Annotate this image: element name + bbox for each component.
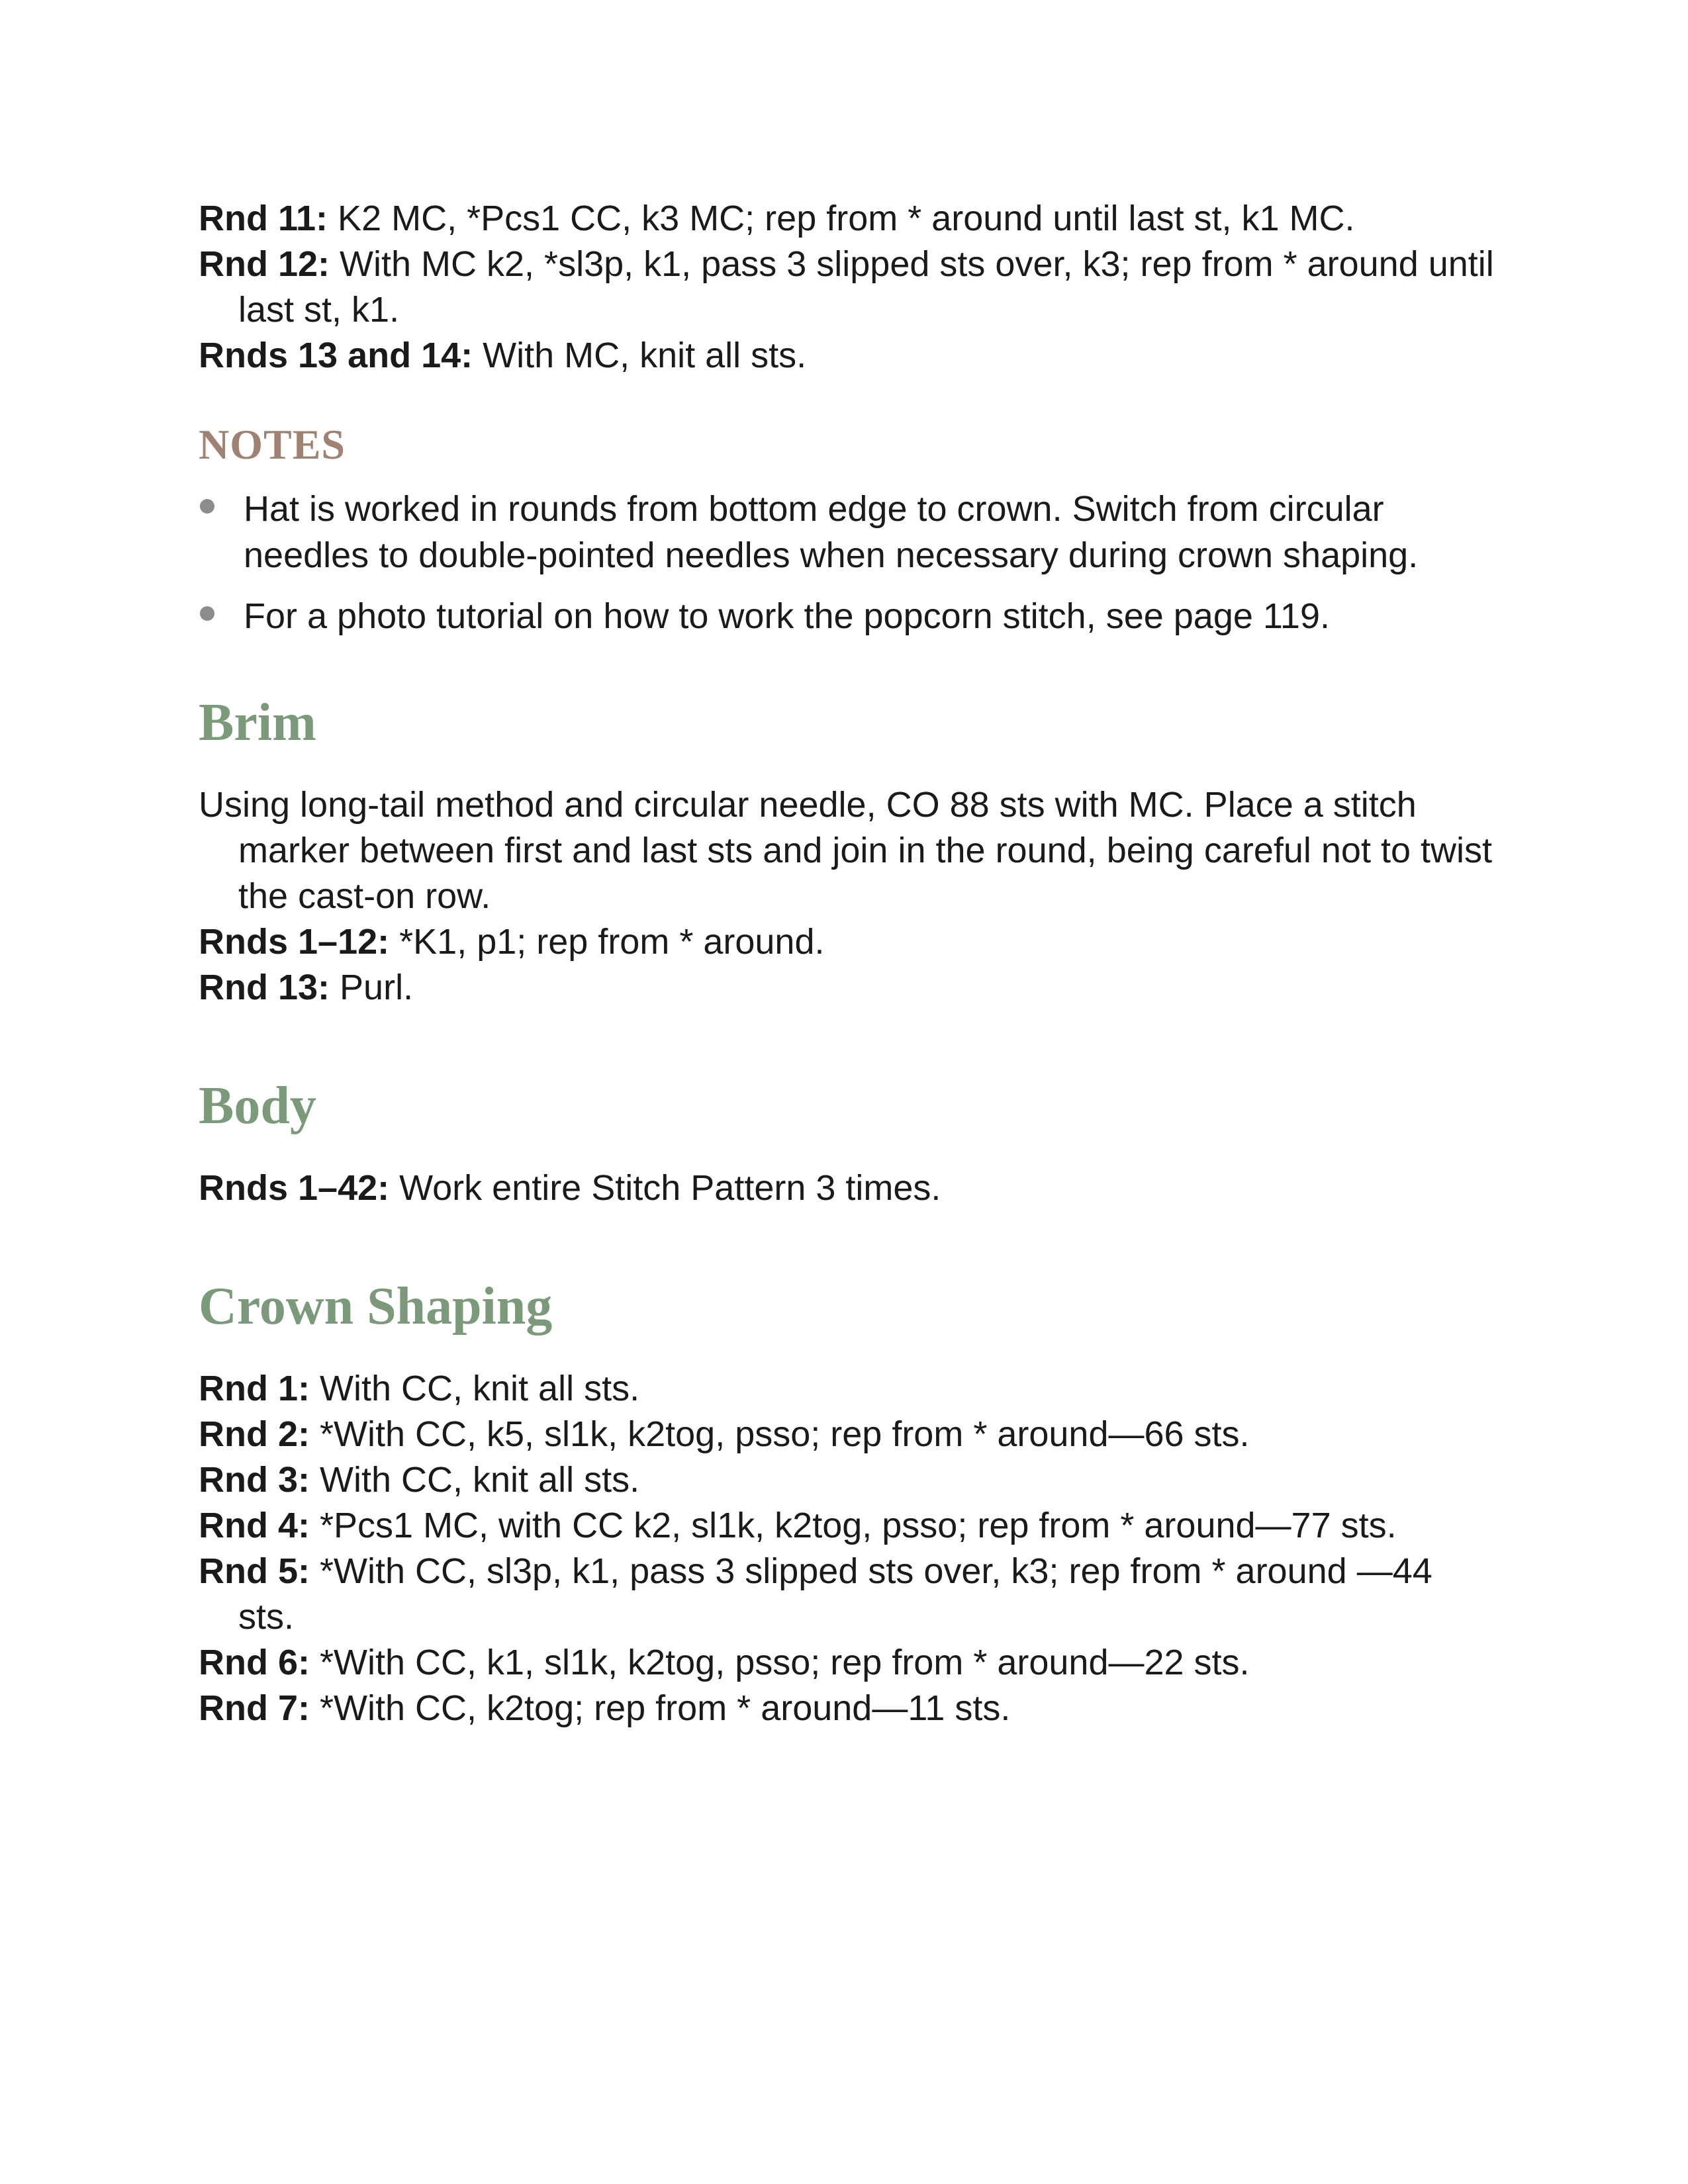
row-text: *Pcs1 MC, with CC k2, sl1k, k2tog, psso; rep from * around—77 sts. bbox=[310, 1506, 1397, 1545]
pattern-row bbox=[199, 965, 1496, 1011]
row-text: Work entire Stitch Pattern 3 times. bbox=[389, 1168, 941, 1208]
pattern-row bbox=[199, 1503, 1496, 1549]
row-label: Rnd 5: bbox=[199, 1551, 310, 1591]
row-text: *With CC, k2tog; rep from * around—11 sts. bbox=[310, 1688, 1011, 1728]
crown-section bbox=[199, 1366, 1496, 1731]
bullet-dot-icon bbox=[200, 499, 214, 514]
body-heading: Body bbox=[199, 1077, 316, 1135]
notes-heading: NOTES bbox=[199, 421, 346, 468]
pattern-row bbox=[199, 1686, 1496, 1731]
row-label: Rnd 1: bbox=[199, 1369, 310, 1408]
bullet-dot-icon bbox=[200, 606, 214, 621]
note-text: For a photo tutorial on how to work the popcorn stitch, see page 119. bbox=[244, 596, 1330, 636]
brim-section bbox=[199, 782, 1496, 1011]
pattern-row bbox=[199, 1457, 1496, 1503]
row-label: Rnd 4: bbox=[199, 1506, 310, 1545]
list-item bbox=[199, 593, 1496, 639]
row-text: *With CC, k1, sl1k, k2tog, psso; rep from * around—22 sts. bbox=[310, 1643, 1250, 1682]
row-label: Rnds 1–42: bbox=[199, 1168, 390, 1208]
brim-intro: Using long-tail method and circular needle, CO 88 sts with MC. Place a stitch marker between first and last sts and join in the round, being careful not to twist the cast-on row. bbox=[199, 785, 1493, 916]
row-label: Rnd 11: bbox=[199, 199, 328, 238]
row-label: Rnd 7: bbox=[199, 1688, 310, 1728]
pattern-row bbox=[199, 1640, 1496, 1686]
row-text: With MC, knit all sts. bbox=[473, 336, 807, 375]
pattern-row bbox=[199, 1412, 1496, 1457]
row-label: Rnd 3: bbox=[199, 1460, 310, 1500]
row-label: Rnd 2: bbox=[199, 1414, 310, 1454]
pattern-row bbox=[199, 919, 1496, 965]
row-text: Purl. bbox=[330, 968, 414, 1007]
row-text: With CC, knit all sts. bbox=[310, 1369, 640, 1408]
row-text: *With CC, sl3p, k1, pass 3 slipped sts over, k3; rep from * around —44 sts. bbox=[238, 1551, 1432, 1637]
list-item bbox=[199, 486, 1496, 578]
row-label: Rnds 1–12: bbox=[199, 922, 390, 962]
body-section bbox=[199, 1165, 1496, 1211]
notes-list bbox=[199, 486, 1496, 639]
pattern-row bbox=[199, 1366, 1496, 1412]
pattern-row bbox=[199, 1549, 1496, 1640]
note-text: Hat is worked in rounds from bottom edge to crown. Switch from circular needles to double-pointed needles when necessary during crown shaping. bbox=[244, 489, 1419, 575]
row-text: *K1, p1; rep from * around. bbox=[389, 922, 825, 962]
brim-heading: Brim bbox=[199, 694, 316, 752]
pattern-row bbox=[199, 1165, 1496, 1211]
row-label: Rnds 13 and 14: bbox=[199, 336, 473, 375]
row-label: Rnd 6: bbox=[199, 1643, 310, 1682]
pattern-page bbox=[199, 196, 1496, 1731]
pattern-row bbox=[199, 242, 1496, 333]
row-label: Rnd 12: bbox=[199, 244, 330, 284]
row-text: K2 MC, *Pcs1 CC, k3 MC; rep from * around until last st, k1 MC. bbox=[328, 199, 1355, 238]
pattern-row bbox=[199, 196, 1496, 242]
stitch-pattern-rounds bbox=[199, 196, 1496, 379]
crown-shaping-heading: Crown Shaping bbox=[199, 1277, 553, 1336]
row-text: With MC k2, *sl3p, k1, pass 3 slipped sts over, k3; rep from * around until last st, k1. bbox=[238, 244, 1494, 330]
row-label: Rnd 13: bbox=[199, 968, 330, 1007]
row-text: *With CC, k5, sl1k, k2tog, psso; rep from * around—66 sts. bbox=[310, 1414, 1250, 1454]
pattern-row bbox=[199, 333, 1496, 379]
row-text: With CC, knit all sts. bbox=[310, 1460, 640, 1500]
